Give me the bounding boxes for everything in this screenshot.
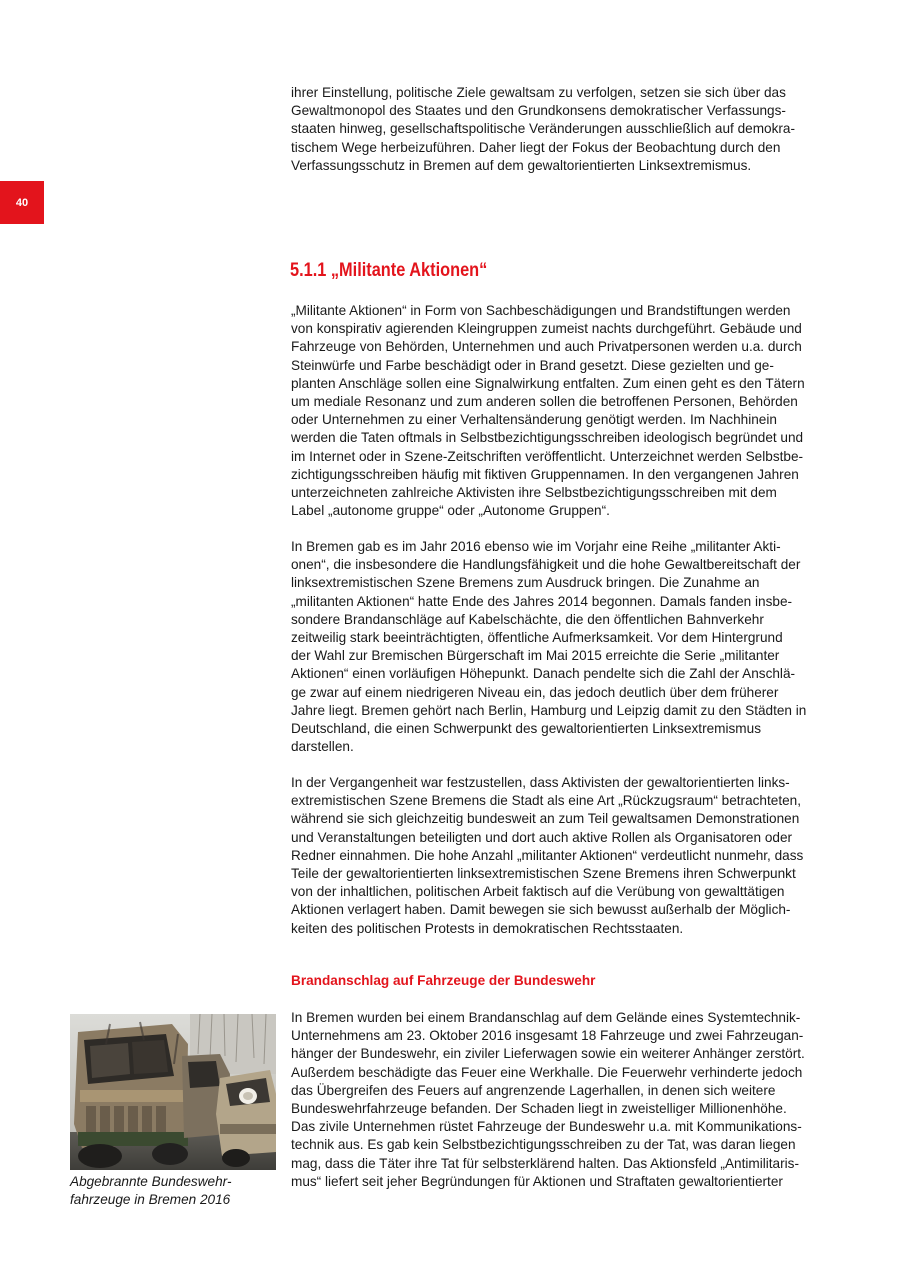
body-paragraph: In Bremen wurden bei einem Brandanschlag auf dem Gelände eines Systemtechnik- Unternehmens am 23. Oktober 2016 insgesamt 18 Fahrzeuge und zwei Fahrzeugan- hänger der Bundeswehr, ein ziviler Lieferwagen sowie ein weiterer Anhänger zerstört. Außerdem beschädigte das Feuer eine Werkhalle. Die Feuerwehr verhinderte jedoch das Übergreifen des Feuers auf angrenzende Lagerhallen, in denen sich weitere Bundeswehrfahrzeuge befanden. Der Schaden liegt in zweistelliger Millionenhöhe. Das zivile Unternehmen rüstet Fahrzeuge der Bundeswehr u.a. mit Kommunikations- technik aus. Es gab kein Selbstbezichtigungsschreiben zu der Tat, was daran liegen mag, dass die Täter ihre Tat für selbsterklärend halten. Das Aktionsfeld „Antimilitaris- mus“ liefert seit jeher Begründungen für Aktionen und Straftaten gewaltorientierter [291,1010,805,1189]
body-paragraph: In Bremen gab es im Jahr 2016 ebenso wie im Vorjahr eine Reihe „militanter Akti- onen“, die insbesondere die Handlungsfähigkeit und die hohe Gewaltbereitschaft der linksextremistischen Szene Bremens zum Ausdruck bringen. Die Zunahme an „militanten Aktionen“ hatte Ende des Jahres 2014 begonnen. Damals fanden insbe- sondere Brandanschläge auf Kabelschächte, die den öffentlichen Bahnverkehr zeitweilig stark beeinträchtigten, öffentliche Aufmerksamkeit. Vor dem Hintergrund der Wahl zur Bremischen Bürgerschaft im Mai 2015 erreichte die Serie „militanter Aktionen“ einen vorläufigen Höhepunkt. Danach pendelte sich die Zahl der Anschlä- ge zwar auf einem niedrigeren Niveau ein, das jedoch deutlich über dem früherer Jahre liegt. Bremen gehört nach Berlin, Hamburg und Leipzig damit zu den Städten in Deutschland, die einen Schwerpunkt des gewaltorientierten Linksextremismus darstellen. [291,539,807,755]
page-number: 40 [15,196,29,209]
body-paragraph: „Militante Aktionen“ in Form von Sachbeschädigungen und Brandstiftungen werden von konspirativ agierenden Kleingruppen zumeist nachts durchgeführt. Gebäude und Fahrzeuge von Behörden, Unternehmen und auch Privatpersonen werden u.a. durch Steinwürfe und Farbe beschädigt oder in Brand gesetzt. Diese gezielten und ge- planten Anschläge sollen eine Signalwirkung entfalten. Zum einen geht es den Tätern um mediale Resonanz und zum anderen sollen die betroffenen Personen, Behörden oder Unternehmen zu einer Verhaltensänderung genötigt werden. Im Nachhinein werden die Taten oftmals in Selbstbezichtigungsschreiben ideologisch begründet und im Internet oder in Szene-Zeitschriften veröffentlicht. Unterzeichnet werden Selbstbe- zichtigungsschreiben häufig mit fiktiven Gruppennamen. In den vergangenen Jahren unterzeichneten zahlreiche Aktivisten ihre Selbstbezichtigungsschreiben mit dem Label „autonome gruppe“ oder „Autonome Gruppen“. [291,303,805,519]
page-number-tab [0,181,44,224]
photo-caption: Abgebrannte Bundeswehr- fahrzeuge in Bremen 2016 [70,1174,232,1208]
burned-vehicles-photo [70,1014,276,1170]
body-paragraph: In der Vergangenheit war festzustellen, dass Aktivisten der gewaltorientierten links- extremistischen Szene Bremens die Stadt als eine Art „Rückzugsraum“ betrachteten, während sie sich gleichzeitig bundesweit an zum Teil gewaltsamen Demonstrationen und Veranstaltungen beteiligten und dort auch aktive Rollen als Organisatoren oder Redner einnahmen. Die hohe Anzahl „militanter Aktionen“ verdeutlicht nunmehr, dass Teile der gewaltorientierten linksextremistischen Szene Bremens ihren Schwerpunkt von der inhaltlichen, politischen Arbeit faktisch auf die Verübung von gewalttätigen Aktionen verlagert haben. Damit bewegen sie sich bewusst außerhalb der Möglich- keiten des politischen Protests in demokratischen Rechtsstaaten. [291,775,804,936]
section-heading: 5.1.1 „Militante Aktionen“ [290,260,488,281]
subsection-heading: Brandanschlag auf Fahrzeuge der Bundeswehr [291,973,596,988]
intro-paragraph: ihrer Einstellung, politische Ziele gewaltsam zu verfolgen, setzen sie sich über das Gewaltmonopol des Staates und den Grundkonsens demokratischer Verfassungs- staaten hinweg, gesellschaftspolitische Veränderungen ausschließlich auf demokra- tischem Wege herbeizuführen. Daher liegt der Fokus der Beobachtung durch den Verfassungsschutz in Bremen auf dem gewaltorientierten Linksextremismus. [291,85,796,173]
